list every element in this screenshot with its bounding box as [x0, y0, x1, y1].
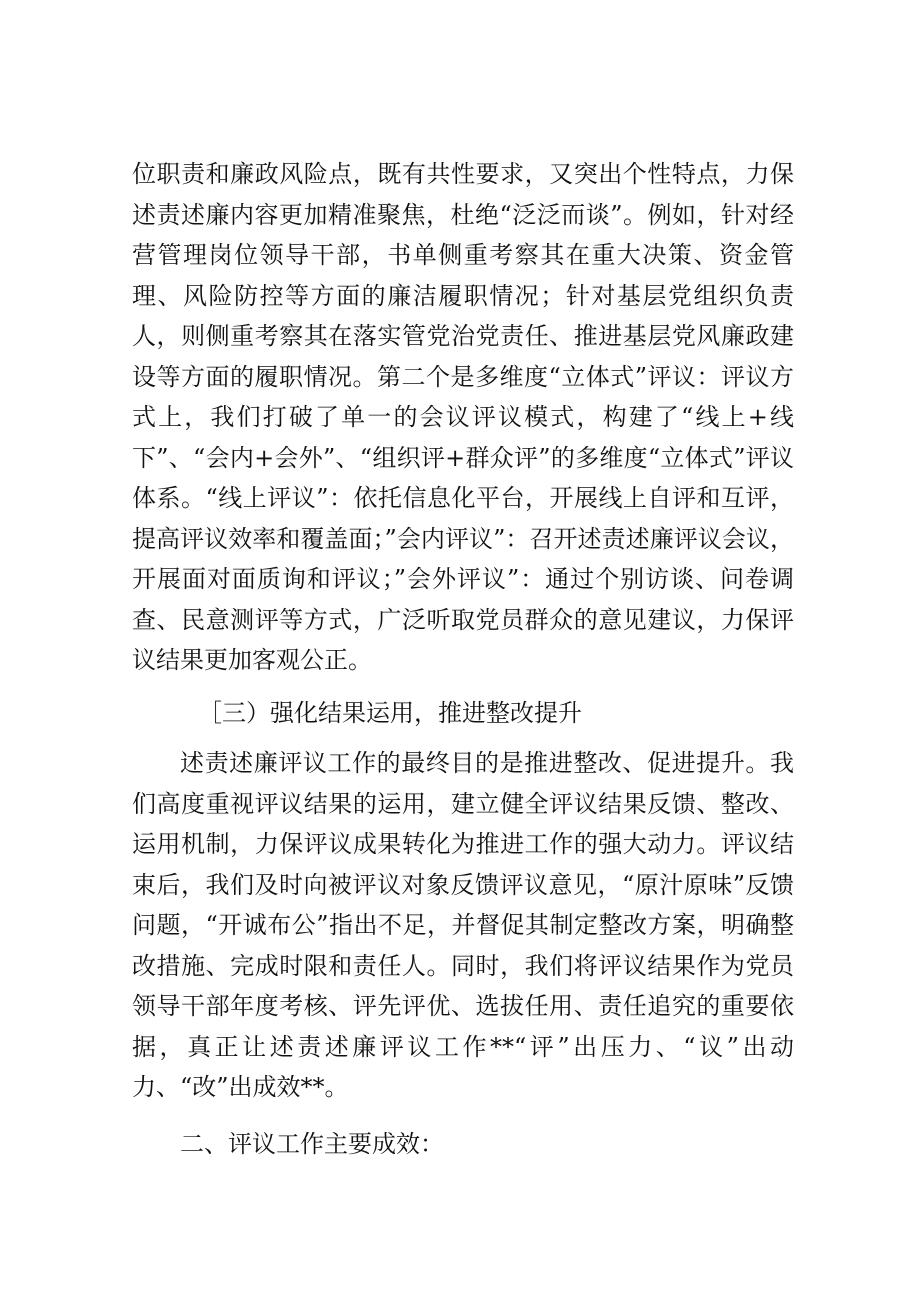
subsection-heading: ［三）强化结果运用，推进整改提升	[198, 698, 582, 727]
section-heading: 二、评议工作主要成效：	[180, 1129, 444, 1158]
document-body	[132, 154, 794, 1164]
body-paragraph: 位职责和廉政风险点，既有共性要求，又突出个性特点，力保述责述廉内容更加精准聚焦，杜绝“泛泛而谈”。例如，针对经营管理岗位领导干部，书单侧重考察其在重大决策、资金管理、风险防控等方面的廉洁履职情况；针对基层党组织负责人，则侧重考察其在落实管党治党责任、推进基层党风廉政建设等方面的履职情况。第二个是多维度“立体式”评议：评议方式上，我们打破了单一的会议评议模式，构建了“线上+线下”、“会内+会外”、“组织评+群众评”的多维度“立体式”评议体系。“线上评议”：依托信息化平台，开展线上自评和互评，提高评议效率和覆盖面；”会内评议”：召开述责述廉评议会议，开展面对面质询和评议；”会外评议”：通过个别访谈、问卷调查、民意测评等方式，广泛听取党员群众的意见建议，力保评议结果更加客观公正。	[132, 160, 794, 674]
body-paragraph: 述责述廉评议工作的最终目的是推进整改、促进提升。我们高度重视评议结果的运用，建立健全评议结果反馈、整改、运用机制，力保评议成果转化为推进工作的强大动力。评议结束后，我们及时向被评议对象反馈评议意见，“原汁原味”反馈问题，“开诚布公”指出不足，并督促其制定整改方案，明确整改措施、完成时限和责任人。同时，我们将评议结果作为党员领导干部年度考核、评先评优、选拔任用、责任追究的重要依据，真正让述责述廉评议工作**“评”出压力、“议”出动力、“改”出成效**。	[132, 749, 794, 1101]
